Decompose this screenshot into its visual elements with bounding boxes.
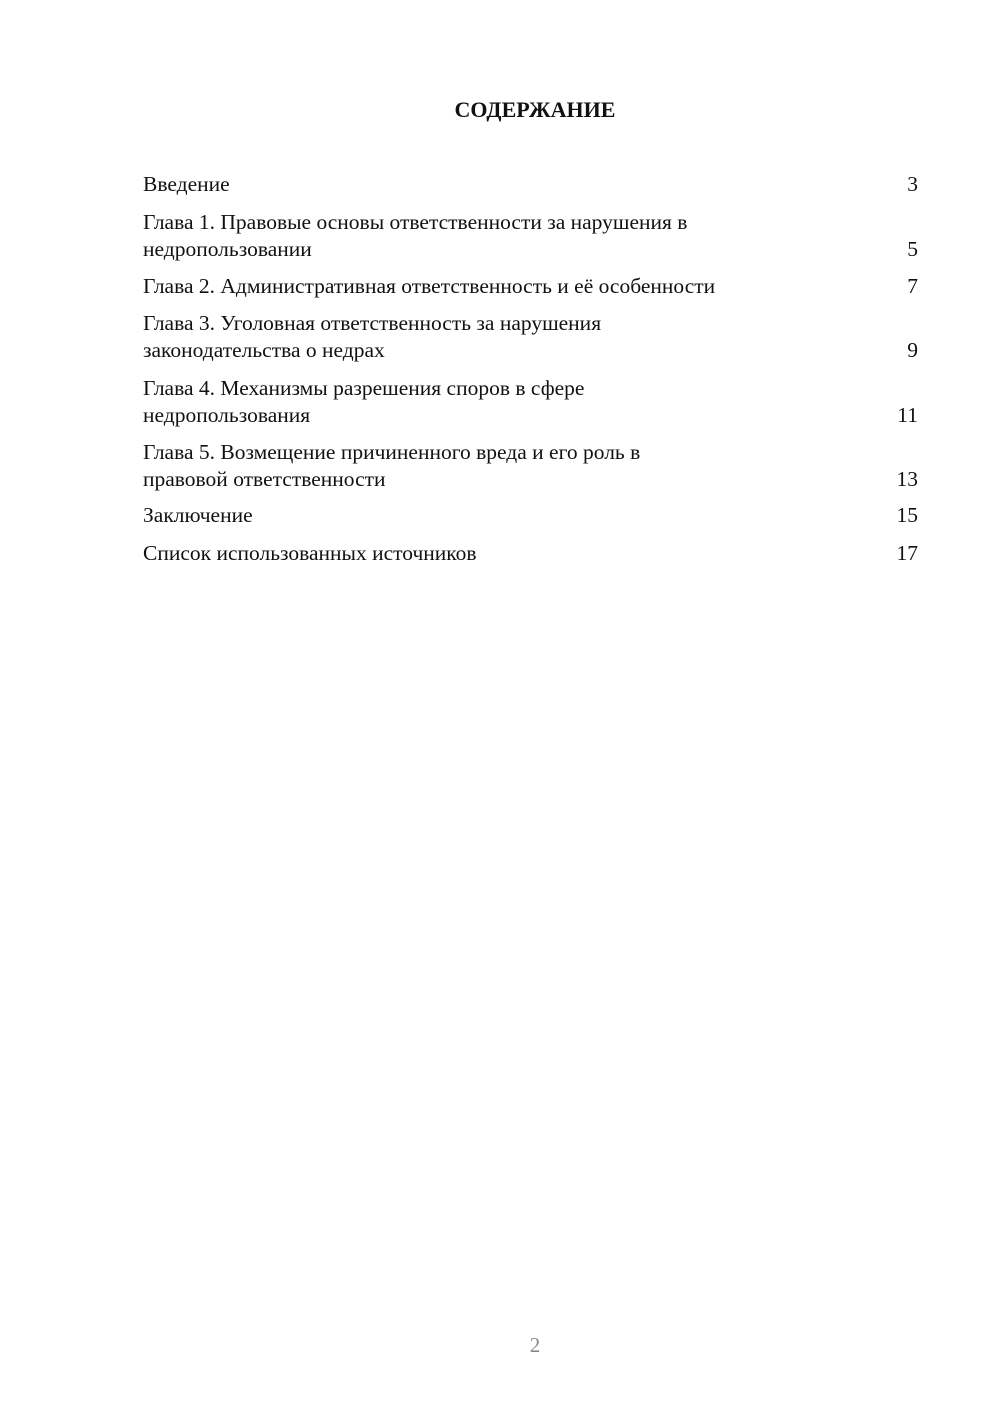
toc-entry-title	[143, 540, 918, 567]
toc-entry	[143, 310, 918, 364]
toc-entry-line: Глава 1. Правовые основы ответственности за нарушения в	[143, 210, 688, 234]
toc-entry	[143, 273, 918, 300]
toc-entry-title	[143, 310, 918, 364]
toc-entry-line: законодательства о недрах	[143, 338, 385, 362]
toc-entry	[143, 375, 918, 429]
toc-entry-line: Глава 5. Возмещение причиненного вреда и его роль в	[143, 440, 641, 464]
toc-entry	[143, 540, 918, 567]
toc-entry-title	[143, 502, 918, 529]
toc-entry-page: 5	[907, 237, 918, 261]
toc-entry-line: Глава 3. Уголовная ответственность за нарушения	[143, 311, 602, 335]
toc-entry-page: 7	[907, 274, 918, 298]
toc-entry-page: 3	[907, 172, 918, 196]
toc-entry-title	[143, 209, 918, 263]
toc-entry	[143, 209, 918, 263]
toc-entry-title	[143, 439, 918, 493]
toc-entry-line: Глава 4. Механизмы разрешения споров в сфере	[143, 376, 585, 400]
toc-entry-page: 17	[896, 541, 918, 565]
toc-entry-title	[143, 171, 918, 198]
toc-entry-title	[143, 375, 918, 429]
toc-entry-line: Список использованных источников	[143, 541, 477, 565]
toc-title: СОДЕРЖАНИЕ	[454, 97, 616, 122]
toc-entry-page: 15	[896, 503, 918, 527]
toc-entry-page: 13	[896, 467, 918, 491]
toc-entry-page: 9	[907, 338, 918, 362]
toc-entry-line: недропользования	[143, 403, 311, 427]
toc-entry-line: Заключение	[143, 503, 253, 527]
toc-entry	[143, 502, 918, 529]
toc-entry	[143, 439, 918, 493]
toc-entry	[143, 171, 918, 198]
page-number: 2	[529, 1333, 541, 1357]
toc-entry-page: 11	[897, 403, 918, 427]
toc-entry-line: Введение	[143, 172, 230, 196]
toc-entry-line: недропользовании	[143, 237, 312, 261]
toc-entry-line: правовой ответственности	[143, 467, 386, 491]
toc-entry-line: Глава 2. Административная ответственность и её особенности	[143, 274, 716, 298]
toc-entry-title	[143, 273, 918, 300]
